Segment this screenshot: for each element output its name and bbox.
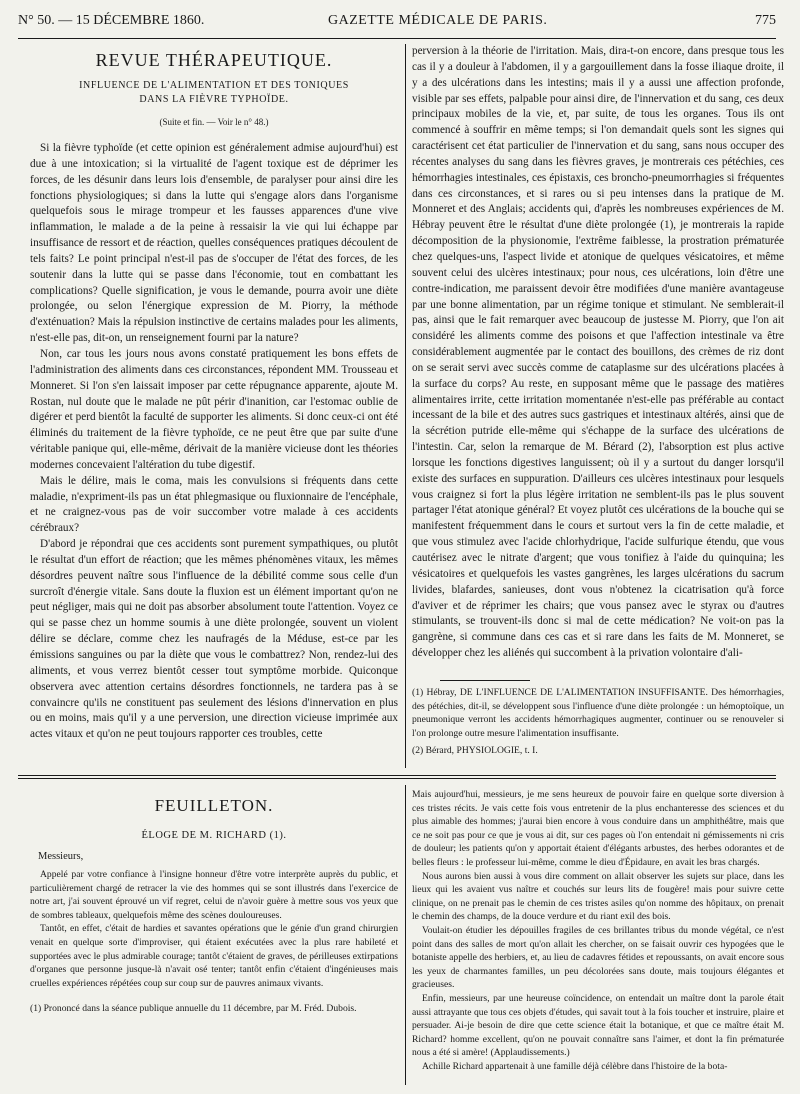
feuilleton-divider bbox=[405, 785, 406, 1085]
footnote: (2) Bérard, PHYSIOLOGIE, t. I. bbox=[412, 745, 538, 757]
page-header bbox=[18, 14, 776, 36]
feuilleton-rule-double bbox=[18, 778, 776, 779]
paragraph: perversion à la théorie de l'irritation. Mais, dira-t-on encore, dans presque tous les cas il y a douleur à l'abdomen, il y a gargouillement dans la fosse iliaque droite, il y a des ulcérations dans les intestins; mais il y a aussi une affection profonde, visible par ses effets, palpable pour ainsi dire, de l'innervation et du sang, ces deux principaux mobiles de la vie, et, par suite, de tous les organes. Tous ils ont commencé à souffrir en même temps; si l'on demandait quels sont les signes qui caractérisent cet état particulier de l'innervation et du sang, sans nous occuper des récentes analyses du sang dans les fièvres graves, je montrerais ces pétéchies, ces hémorrhagies intestinales, ces épistaxis, ces broncho-pneumorrhagies si fréquentes dans ces circonstances, et si rares ou si peu intenses dans la pratique de M. Monneret et des Anglais; accidents qui, d'après les nombreuses expériences de M. Hébray peuvent être le résultat d'une diète prolongée (1), je montrerais la rapide décomposition de la physionomie, l'extrême faiblesse, la prostration prématurée chez quelques-uns, l'aspect livide et atonique de quelques vésicatoires, et même souvent celui des ulcères intestinaux; pour nous, ces ulcérations, loin d'être une contre-indication, me paraissent devoir être modifiées d'une manière avantageuse par une bonne alimentation, par un régime tonique et stimulant. Ne semblerait-il pas, ainsi que le fait remarquer avec beaucoup de justesse M. Piorry, que l'on ait considéré les aliments comme des poisons et que l'affection intestinale va être considérablement augmentée par le contact des bouillons, des crèmes de riz dont on se serait servi avec succès comme de cataplasme sur des ulcérations placées à la surface du corps? Au reste, en supposant même que le passage des matières alimentaires irrite, cette irritation momentanée n'est-elle pas préférable au contact incessant de la bile et des autres sucs gastriques et intestinaux altérés, ainsi que de la sécrétion putride elle-même qui s'échappe de la surface des ulcérations de l'intestin. Car, selon la remarque de M. Bérard (2), l'absorption est plus active lorsque les fonctions digestives languissent; où il y a surtout du danger lorsqu'il existe des surfaces en suppuration. D'ailleurs ces ulcères intestinaux pour lesquels vous craignez si fort la plus légère irritation ne semblent-ils pas le plus souvent partager l'état atonique général? Et voyez plutôt ces ulcérations de la bouche qui se manifestent fréquemment dans le cours et surtout vers la fin de cette maladie, et que vous stimulez avec l'acide chlorhydrique, l'acide sulfurique étendu, que vous cautérisez avec le nitrate d'argent; que vous tonifiez à l'aide du quinquina; les vésicatoires et quelquefois les vastes gangrènes, les larges ulcérations du sacrum livides, blafardes, sanieuses, dont vous n'obtenez la cicatrisation qu'à force d'aviver et de réprimer les chairs; que vous pansez avec le styrax ou d'autres stimulants, se trouvent-ils donc si mal de cette médication? Ne voit-on pas la gangrène, si commune dans ces cas et si rare dans les faits de M. Monneret, se développer chez les aliénés qui succombent à la privation volontaire d'ali- bbox=[412, 45, 784, 660]
paragraph: D'abord je répondrai que ces accidents sont purement sympathiques, ou plutôt le résultat d'un effort de réaction; que les mêmes phénomènes vitaux, les mêmes désordres peuvent naître sous l'influence de la débilité comme sous celle d'un surcroît d'énergie vitale. Sans doute la fluxion est un élément important qu'on ne peut négliger, mais qui ne doit pas absorber absolument toute l'attention. Voyez ce qui se passe chez un homme soumis à une diète prolongée, souvent un violent délire se déclare, comme chez les naufragés de la Méduse, est-ce par les émissions sanguines ou par la diète que vous le combattrez? Non, rendez-lui des aliments, et vous verrez bientôt cesser tout symptôme morbide. Quiconque observera avec attention certains désordres fonctionnels, ne tardera pas à se convaincre qu'ils ne constituent pas seulement des lésions d'innervation en plus ou en moins, mais qu'il y a une perversion, une direction vicieuse imprimée aux actes vitaux et qu'on ne peut toujours rapporter ces troubles, cette bbox=[30, 538, 398, 741]
article-subtitle bbox=[30, 79, 398, 107]
paragraph: Si la fièvre typhoïde (et cette opinion est généralement admise aujourd'hui) est due à une intoxication; si la virtualité de l'agent toxique est de déprimer les forces, de les désunir dans leurs lois d'ensemble, de paralyser pour ainsi dire les fonctions physiologiques; si dans la lutte qui s'engage alors dans l'organisme quelquefois sous le mirage trompeur et les fausses apparences d'une vive inflammation, le malade a de la peine à ressaisir la vie qui lui échappe par insuffisance de ressort et de réaction, quelles conséquences pratiques découlent de tels faits? Le point principal n'est-il pas de s'occuper de l'état des forces, de les soutenir dans la lutte qui se passe dans l'économie, tout en combattant les complications? Quelle signification, je vous le demande, pourra avoir une diète prolongée, ou selon l'énergique expression de M. Piorry, la méthode d'exténuation? Mais la répulsion instinctive de certains malades pour les aliments, n'est-elle pas, dit-on, un renseignement fourni par la nature? bbox=[30, 142, 398, 345]
header-rule bbox=[18, 38, 776, 39]
revue-footnotes bbox=[412, 686, 784, 768]
paragraph: Enfin, messieurs, par une heureuse coïncidence, on entendait un maître dont la parole était aussi attrayante que tous ces objets d'études, qui savait tout à la fois toucher et instruire, plaire et persuader. Ai-je besoin de dire que cette science était la botanique, et que ce maître était M. Richard? homme excellent, qu'on ne pouvait connaître sans l'aimer, et dont la fin prématurée nous a été si amère! (Applaudissements.) bbox=[412, 992, 784, 1059]
section-title: REVUE THÉRAPEUTIQUE. bbox=[95, 50, 333, 70]
paragraph: Tantôt, en effet, c'était de hardies et savantes opérations que le génie d'un grand chirurgien venait en quelque sorte d'improviser, qui étaient exécutées avec la plus rare habileté et supportées avec le plus admirable courage; tantôt c'étaient de graves, de périlleuses extirpations d'organes que personne jusque-là n'avait osé tenter; tantôt enfin c'étaient d'ingénieuses mais cruelles expériences répétées coup sur coup sur de pauvres animaux vivants. bbox=[30, 923, 398, 989]
issue-date: N° 50. — 15 DÉCEMBRE 1860. bbox=[18, 13, 205, 28]
feuilleton-right-column bbox=[412, 788, 784, 1088]
journal-title: GAZETTE MÉDICALE DE PARIS. bbox=[328, 13, 548, 28]
footnote-rule bbox=[440, 680, 530, 681]
paragraph: Achille Richard appartenait à une famille déjà célèbre dans l'histoire de la bota- bbox=[422, 1060, 728, 1072]
feuilleton-rule bbox=[18, 775, 776, 776]
revue-right-column bbox=[412, 44, 784, 674]
footnote: (1) Hébray, DE L'INFLUENCE DE L'ALIMENTATION INSUFFISANTE. Des hémorrhagies, des pétéchies, dit-il, se développent sous l'influence d'une diète prolongée : un hémoptoïque, un pneumonique verront les accidents hémorrhagiques augmenter, continuer ou se renouveler si l'on prolonge outre mesure l'alimentation insuffisante. bbox=[412, 687, 784, 739]
paragraph: Mais aujourd'hui, messieurs, je me sens heureux de pouvoir faire en quelque sorte diversion à ces tristes récits. Je vais cette fois vous entretenir de la plus enchanteresse des sciences et du plus aimable des hommes; j'aurai bien encore à vous conduire dans un amphithéâtre, mais que ce ne soit pas pour ce que je vous ai dit, sur ces pages où l'on entendait ni gémissements ni cris de douleur; les patients qu'on y apportait étaient d'élégants arbustes, des herbes odorantes et de belles fleurs : le professeur lui-même, comme le dieu d'Épidaure, en avait les bras chargés. bbox=[412, 789, 784, 868]
revue-left-column bbox=[30, 46, 398, 770]
feuilleton-title: FEUILLETON. bbox=[154, 796, 274, 815]
feuilleton-footnote bbox=[30, 1002, 398, 1016]
column-divider bbox=[405, 44, 406, 768]
paragraph: Mais le délire, mais le coma, mais les convulsions si fréquents dans cette maladie, n'expriment-ils pas un état phlegmasique ou fluxionnaire de l'encéphale, et ne craignez-vous pas de voir succomber votre malade à ces accidents cérébraux? bbox=[30, 474, 398, 535]
paragraph: Non, car tous les jours nous avons constaté pratiquement les bons effets de l'administration des aliments dans ces circonstances, répondent MM. Trousseau et Monneret. Si l'on s'en laissait imposer par cette répugnance apparente, ajoute M. Rostan, nul doute que le malade ne pût périr d'inanition, car l'estomac oublie de digérer et perd bientôt la faculté de supporter les aliments. Si donc ceux-ci ont été éliminés du traitement de la fièvre typhoïde, ce ne peut être que par suite d'une véritable panique qui, elle-même, dérivait de la manière vicieuse dont les théories modernes concevaient l'altération du tube digestif. bbox=[30, 347, 398, 471]
subtitle-line-2: DANS LA FIÈVRE TYPHOÏDE. bbox=[139, 94, 289, 105]
footnote: (1) Prononcé dans la séance publique annuelle du 11 décembre, par M. Fréd. Dubois. bbox=[30, 1003, 357, 1015]
feuilleton-left-column bbox=[30, 792, 398, 1082]
page-number: 775 bbox=[755, 13, 776, 28]
paragraph: Nous aurons bien aussi à vous dire comment on allait observer les sujets sur place, dans les lieux qui les avaient vus naître et couchés sur leurs lits de fougère! mais pour suivre cette clinique, on ne prenait pas le chemin de ces tristes asiles qu'on nomme des hôpitaux, on prenait le chemin des champs, de la douce verdure et du riant exil des bois. bbox=[412, 870, 784, 923]
paragraph: Voulait-on étudier les dépouilles fragiles de ces brillantes tribus du monde végétal, ce n'est point dans des salles de mort qu'on allait les chercher, on se faisait ouvrir ces hypogées que le botaniste appelle des herbiers, et, au lieu de cadavres fétides et repoussants, on avait encore sous les yeux de charmantes familles, un peu décolorées sans doute, mais toujours élégantes et gracieuses. bbox=[412, 924, 784, 991]
greeting: Messieurs, bbox=[38, 851, 84, 862]
continuation-note: (Suite et fin. — Voir le n° 48.) bbox=[159, 117, 269, 127]
eloge-heading: ÉLOGE DE M. RICHARD (1). bbox=[141, 830, 287, 841]
paragraph: Appelé par votre confiance à l'insigne honneur d'être votre interprète auprès du public, et particulièrement chargé de retracer la vie des hommes qui se sont illustrés dans l'exercice de notre art, j'ai souvent éprouvé un vif regret, celui de n'avoir guère à mettre sous vos yeux que de sombres tableaux, quelquefois même des scènes douloureuses. bbox=[30, 869, 398, 921]
subtitle-line-1: INFLUENCE DE L'ALIMENTATION ET DES TONIQUES bbox=[79, 80, 349, 91]
